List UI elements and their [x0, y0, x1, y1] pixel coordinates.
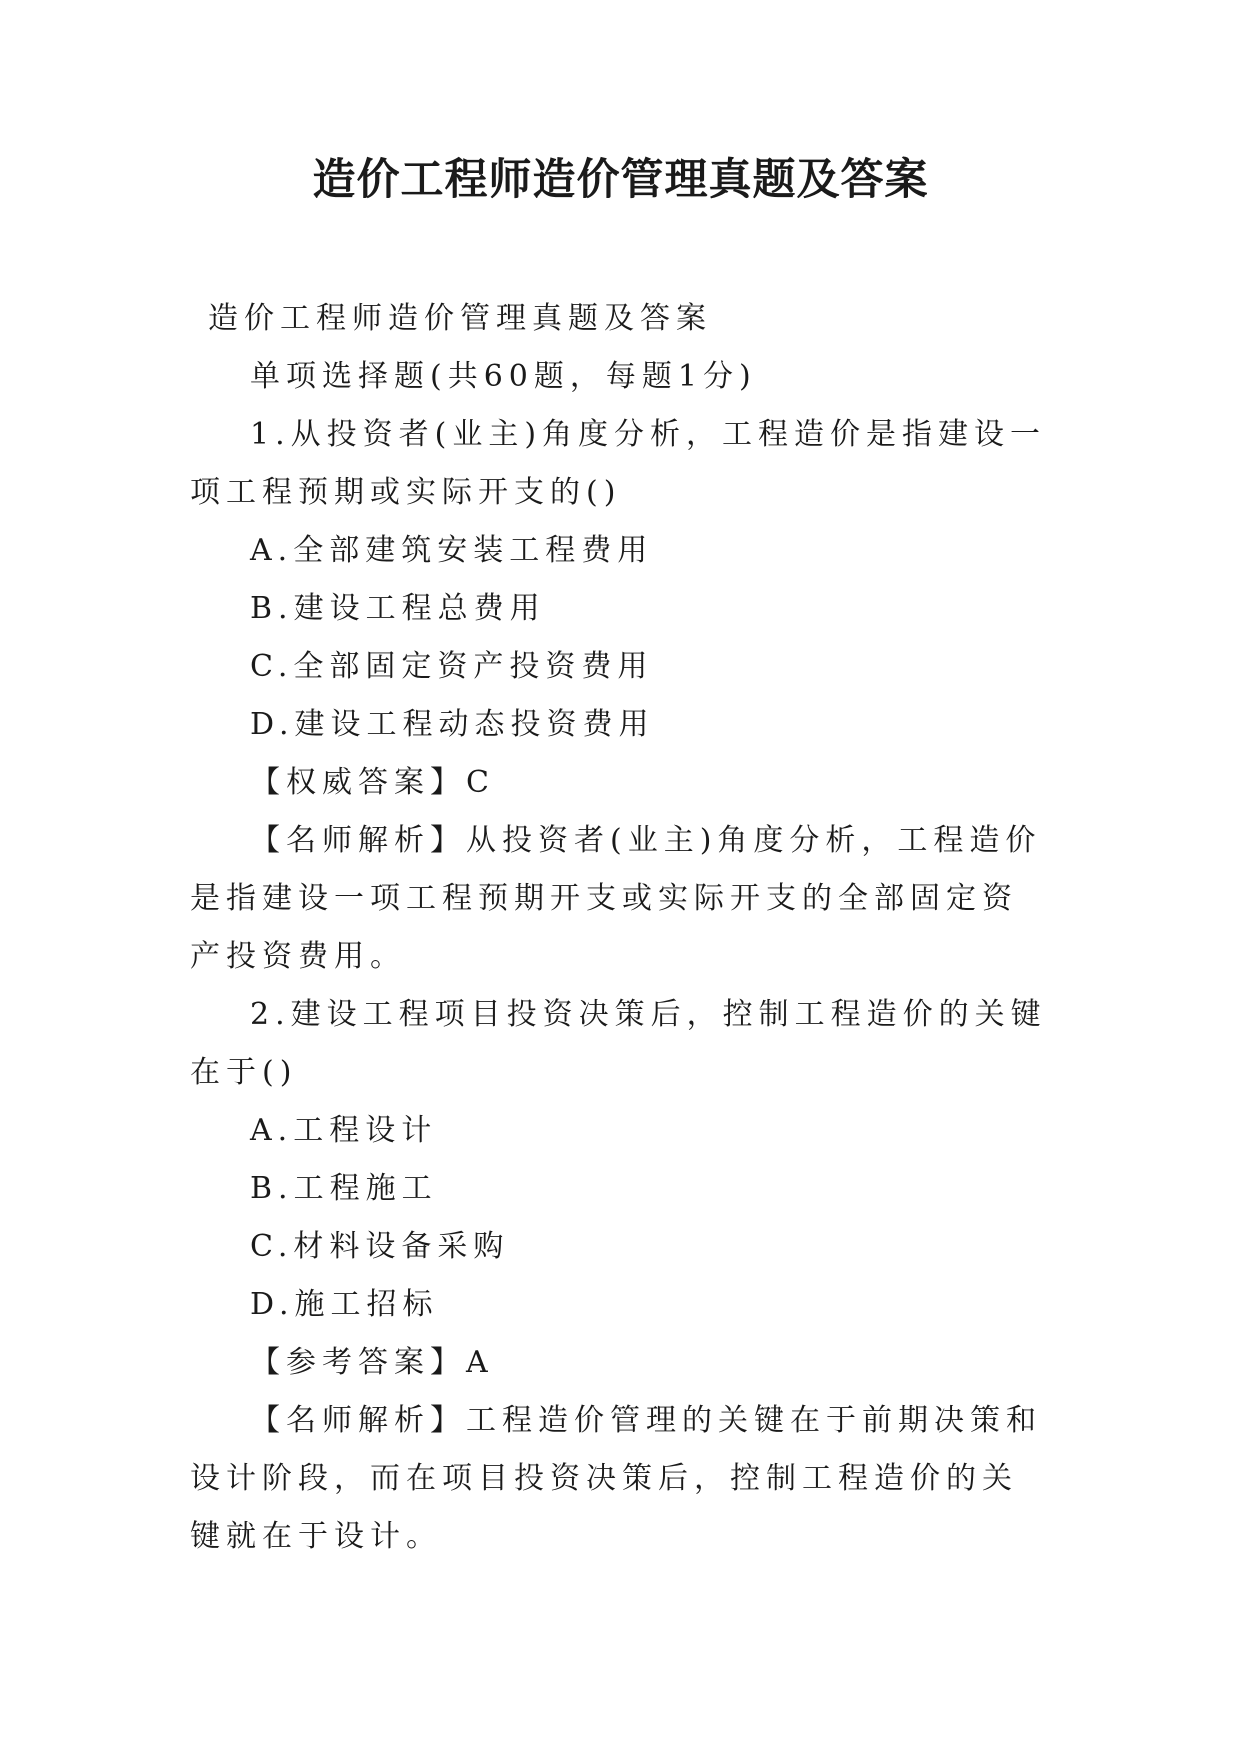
subtitle-paragraph: 造价工程师造价管理真题及答案 [208, 301, 712, 336]
question-2: 2.建设工程项目投资决策后，控制工程造价的关键在于() [190, 997, 1047, 1090]
question-1-option-d: D.建设工程动态投资费用 [250, 707, 655, 742]
question-2-answer: 【参考答案】A [250, 1345, 494, 1380]
question-1: 1.从投资者(业主)角度分析，工程造价是指建设一项工程预期或实际开支的() [190, 417, 1047, 510]
question-2-explanation: 【名师解析】工程造价管理的关键在于前期决策和设计阶段，而在项目投资决策后，控制工程造价的关键就在于设计。 [190, 1403, 1042, 1554]
question-2-option-c: C.材料设备采购 [250, 1229, 510, 1264]
question-1-answer: 【权威答案】C [250, 765, 495, 800]
document-title: 造价工程师造价管理真题及答案 [312, 155, 929, 205]
question-1-option-a: A.全部建筑安装工程费用 [250, 533, 654, 568]
document-body [190, 290, 1050, 1566]
section-heading: 单项选择题(共60题，每题1分) [250, 359, 757, 394]
question-1-option-c: C.全部固定资产投资费用 [250, 649, 654, 684]
question-1-option-b: B.建设工程总费用 [250, 591, 546, 626]
question-2-option-d: D.施工招标 [250, 1287, 439, 1322]
question-2-option-b: B.工程施工 [250, 1171, 438, 1206]
question-1-explanation: 【名师解析】从投资者(业主)角度分析，工程造价是指建设一项工程预期开支或实际开支的全部固定资产投资费用。 [190, 823, 1042, 974]
question-2-option-a: A.工程设计 [250, 1113, 438, 1148]
